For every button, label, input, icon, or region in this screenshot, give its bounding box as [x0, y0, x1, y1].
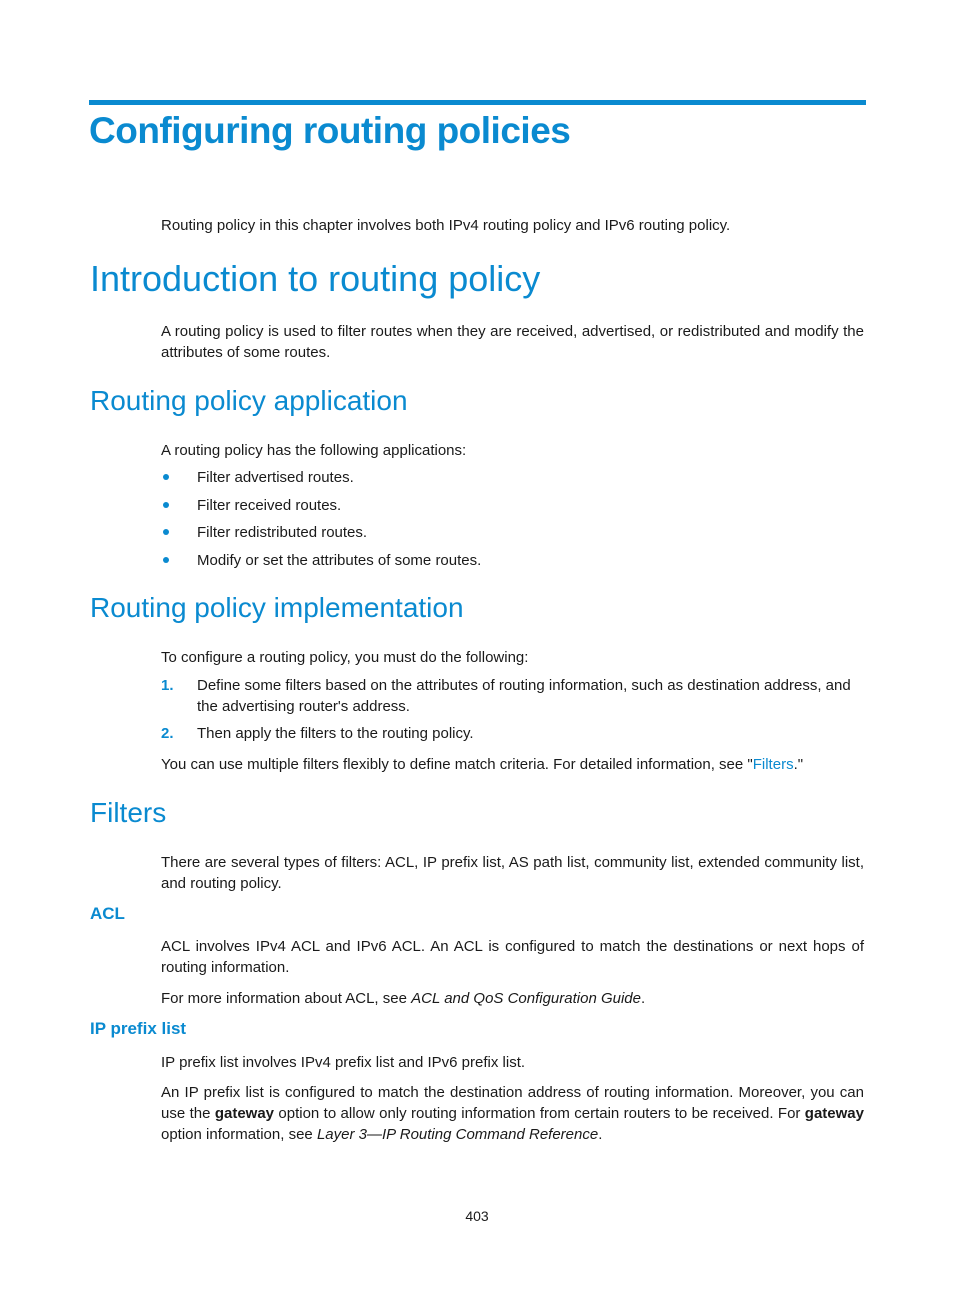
chapter-intro-paragraph: Routing policy in this chapter involves both IPv4 routing policy and IPv6 routing policy. — [161, 217, 731, 234]
heading-introduction: Introduction to routing policy — [90, 258, 541, 299]
introduction-paragraph: A routing policy is used to filter routes when they are received, advertised, or redistributed and modify the attributes of some routes. — [161, 323, 864, 361]
bullet-icon — [163, 557, 169, 563]
step-number: 1. — [161, 677, 174, 694]
list-item: Modify or set the attributes of some routes. — [197, 552, 482, 569]
heading-acl: ACL — [90, 904, 125, 923]
implementation-lead: To configure a routing policy, you must do the following: — [161, 649, 529, 666]
heading-filters: Filters — [90, 797, 167, 828]
step-text: Define some filters based on the attributes of routing information, such as destination address, and the advertising router's address. — [197, 677, 851, 715]
page-number: 403 — [465, 1208, 489, 1224]
acl-reference-paragraph: For more information about ACL, see ACL and QoS Configuration Guide. — [161, 990, 646, 1007]
list-item: Filter advertised routes. — [197, 469, 354, 486]
bullet-icon — [163, 529, 169, 535]
heading-application: Routing policy application — [90, 385, 408, 416]
ip-prefix-paragraph-2: An IP prefix list is configured to match the destination address of routing information. Moreover, you can use the gateway option to allow only routing information from certain routers to be received. For gateway option information, see Layer 3—IP Routing Command Reference. — [161, 1084, 864, 1143]
gateway-keyword: gateway — [214, 1105, 275, 1122]
gateway-keyword: gateway — [804, 1105, 864, 1122]
application-lead: A routing policy has the following applications: — [161, 442, 467, 459]
acl-paragraph: ACL involves IPv4 ACL and IPv6 ACL. An ACL is configured to match the destinations or next hops of routing information. — [161, 938, 864, 976]
command-reference: Layer 3—IP Routing Command Reference — [316, 1126, 599, 1143]
bullet-icon — [163, 502, 169, 508]
ip-prefix-paragraph-1: IP prefix list involves IPv4 prefix list and IPv6 prefix list. — [161, 1054, 526, 1071]
filters-paragraph: There are several types of filters: ACL, IP prefix list, AS path list, community list, extended community list, and routing policy. — [161, 854, 864, 892]
heading-ip-prefix-list: IP prefix list — [90, 1019, 187, 1038]
filters-link[interactable]: Filters — [752, 756, 794, 773]
heading-implementation: Routing policy implementation — [90, 592, 464, 623]
implementation-closing: You can use multiple filters flexibly to define match criteria. For detailed information, see "Filters." — [161, 756, 804, 773]
chapter-top-rule — [89, 100, 866, 105]
step-number: 2. — [161, 725, 174, 742]
list-item: Filter redistributed routes. — [197, 524, 368, 541]
bullet-icon — [163, 474, 169, 480]
list-item: Filter received routes. — [197, 497, 342, 514]
acl-guide-reference: ACL and QoS Configuration Guide — [411, 990, 641, 1007]
step-text: Then apply the filters to the routing policy. — [197, 725, 474, 742]
chapter-title: Configuring routing policies — [89, 110, 571, 151]
